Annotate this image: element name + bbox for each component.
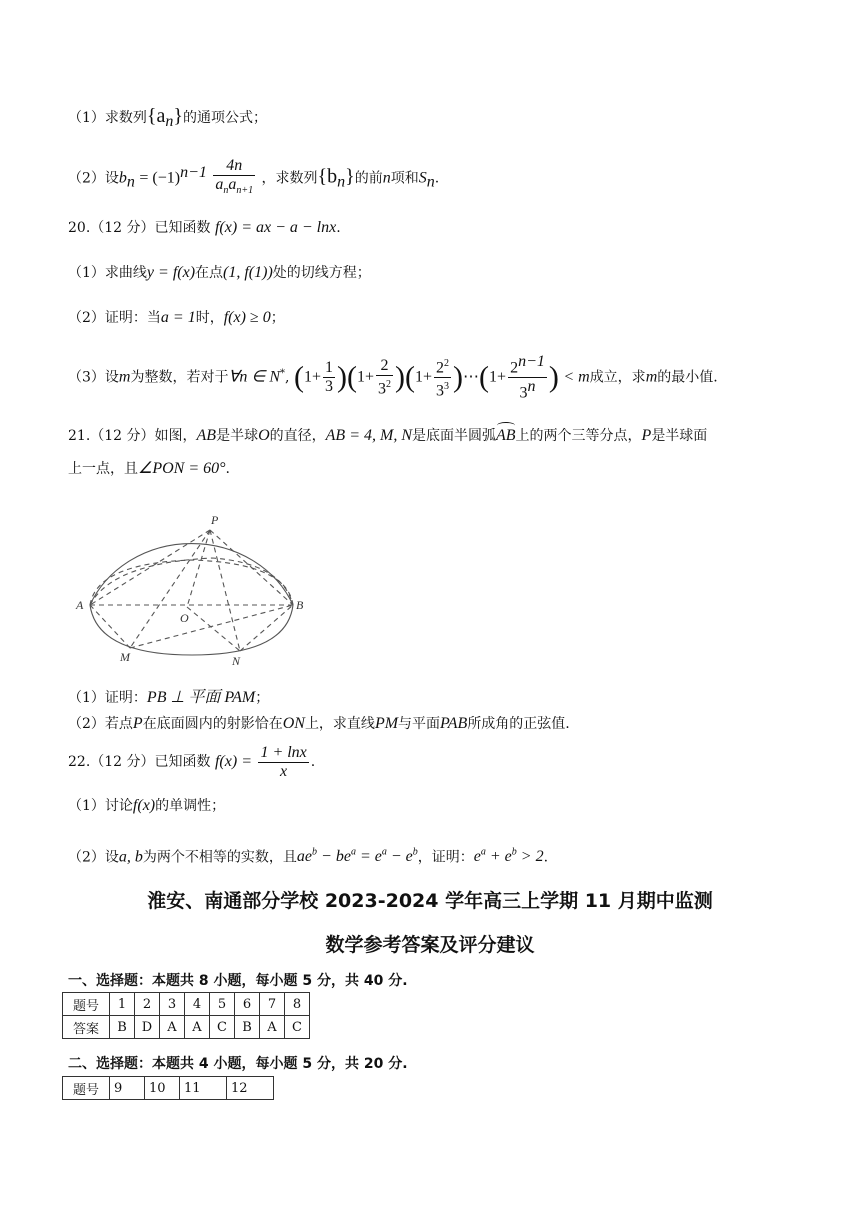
table-cell: C [210,1016,235,1039]
label-b: B [296,598,304,612]
table-cell: B [110,1016,135,1039]
table-cell: 12 [227,1077,274,1100]
table-cell: 5 [210,993,235,1016]
q21-stem-line1: 21.（12 分）如图，AB是半球O的直径，AB = 4, M, N是底面半圆弧AB上的两个三等分点，P是半球面 [68,427,708,444]
table-cell: D [135,1016,160,1039]
answer-subtitle: 数学参考答案及评分建议 [325,934,535,956]
hemisphere-figure [72,508,312,668]
q19-part2: （2）设$b_n = (-1)^{n-1}$ $\frac{4n}{a_na_{n+1}}$ ，求数列$\{b_n\}$的前n项和$S_n$. [68,153,439,202]
q20-part2: （2）证明：当a = 1时，f(x) ≥ 0； [68,309,285,326]
q19-part1: （1）求数列$\{a_n\}$的通项公式； [68,105,268,130]
q22-part2: （2）设a, b为两个不相等的实数，且$ae^b - be^a = e^a - e^b$，证明：$e^a + e^b > 2$. [68,847,549,866]
label-p: P [211,513,219,527]
answer-table-2 [62,1076,274,1100]
q19-fraction: $\frac{4n}{a_na_{n+1}}$ [215,157,254,197]
table-cell: B [235,1016,260,1039]
q21-stem-line2: 上一点，且∠PON = 60°. [68,460,230,477]
table-cell: 6 [235,993,260,1016]
q21-part2: （2）若点P在底面圆内的射影恰在ON上，求直线PM与平面PAB所成角的正弦值. [68,715,570,732]
table-row [63,993,310,1016]
table-cell: A [260,1016,285,1039]
table-cell: 3 [160,993,185,1016]
table-row [63,1077,274,1100]
answer-table-1 [62,992,310,1039]
answer-main-title: 淮安、南通部分学校 2023-2024 学年高三上学期 11 月期中监测 [147,890,713,912]
label-n: N [232,654,241,668]
table-cell: 8 [285,993,310,1016]
table-cell: 1 [110,993,135,1016]
section-two-heading: 二、选择题：本题共 4 小题，每小题 5 分，共 20 分. [68,1056,408,1072]
table-cell: 4 [185,993,210,1016]
section-one-heading: 一、选择题：本题共 8 小题，每小题 5 分，共 40 分. [68,973,408,989]
table-cell: C [285,1016,310,1039]
q20-part1: （1）求曲线y = f(x)在点(1, f(1))处的切线方程； [68,264,371,281]
table-cell: 题号 [63,993,110,1016]
table-cell: 2 [135,993,160,1016]
hemisphere-outline [90,544,293,605]
q21-part1: （1）证明：PB ⊥ 平面 PAM； [68,689,270,706]
q20-part3: （3）设m为整数，若对于∀n ∈ N*, (1+ $\frac{1}{3}$ )(1+ $\frac{2}{3^2}$ )(1+ $\frac{2^2}{3^3}$ )⋯(1+ $\frac{2^{n-1}}{3^n}$ ) < m成立，求m的最小值. [68,352,718,402]
q22-part1: （1）讨论f(x)的单调性； [68,797,226,814]
table-cell: 7 [260,993,285,1016]
table-cell: 答案 [63,1016,110,1039]
table-cell: A [185,1016,210,1039]
table-row [63,1016,310,1039]
table-cell: 9 [110,1077,145,1100]
q22-stem: 22.（12 分）已知函数 f(x) = $\frac{1 + \ln x}{x}$ . [68,743,316,780]
table-cell: 10 [145,1077,180,1100]
q20-stem: 20.（12 分）已知函数 f(x) = ax − a − lnx. [68,219,341,236]
table-cell: 题号 [63,1077,110,1100]
label-m: M [120,650,130,664]
table-cell: 11 [180,1077,227,1100]
section-arc [90,558,293,605]
label-a: A [76,598,84,612]
table-cell: A [160,1016,185,1039]
label-o: O [180,611,189,625]
